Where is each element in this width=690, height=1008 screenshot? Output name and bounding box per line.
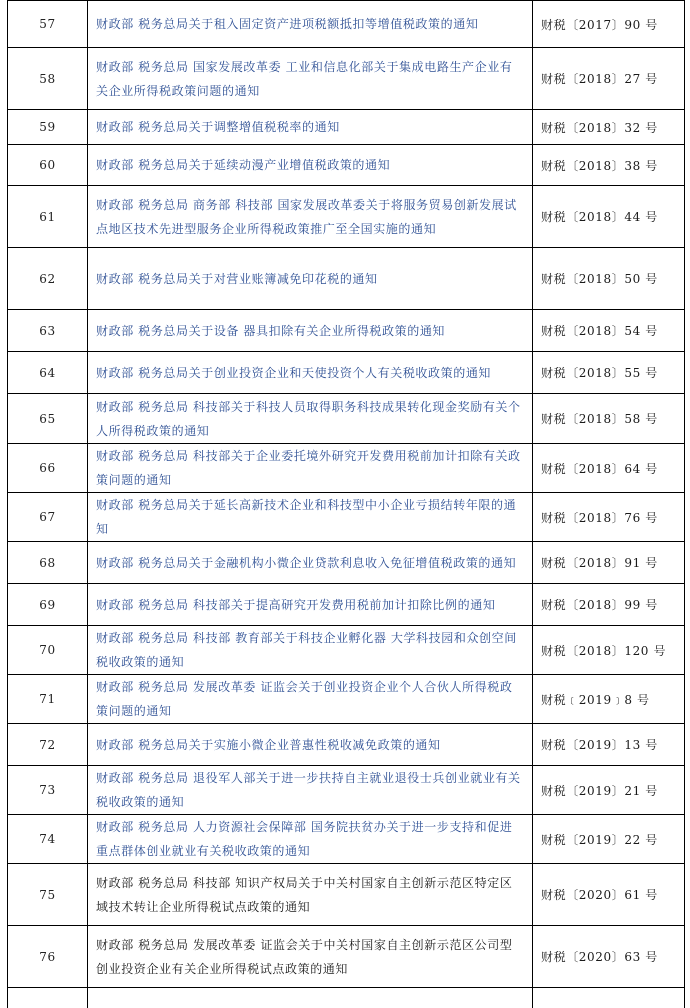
policy-title-link[interactable]: 财政部 税务总局关于调整增值税税率的通知 (88, 110, 533, 145)
document-number: 财税〔2018〕76 号 (533, 493, 685, 542)
document-number: 财税〔2019〕21 号 (533, 766, 685, 815)
policy-title-link[interactable]: 财政部 税务总局关于金融机构小微企业贷款利息收入免征增值税政策的通知 (88, 542, 533, 584)
row-number: 68 (8, 542, 88, 584)
document-number: 财税〔2018〕64 号 (533, 444, 685, 493)
row-number: 62 (8, 248, 88, 310)
table-row (8, 110, 685, 145)
row-number: 76 (8, 926, 88, 988)
table-row (8, 352, 685, 394)
table-row (8, 626, 685, 675)
document-number: 财税〔2018〕91 号 (533, 542, 685, 584)
document-number: 财税〔2018〕27 号 (533, 48, 685, 110)
policy-title-link[interactable]: 财政部 税务总局关于设备 器具扣除有关企业所得税政策的通知 (88, 310, 533, 352)
policy-title-link[interactable]: 财政部 税务总局 科技部关于提高研究开发费用税前加计扣除比例的通知 (88, 584, 533, 626)
table-row (8, 444, 685, 493)
policy-title-link[interactable]: 财政部 税务总局 退役军人部关于进一步扶持自主就业退役士兵创业就业有关税收政策的通知 (88, 766, 533, 815)
row-number: 69 (8, 584, 88, 626)
policy-title-link[interactable]: 财政部 税务总局关于对营业账簿减免印花税的通知 (88, 248, 533, 310)
row-number: 74 (8, 815, 88, 864)
document-number: 财税〔2018〕38 号 (533, 145, 685, 186)
document-number: 财税〔2018〕58 号 (533, 394, 685, 444)
row-number: 61 (8, 186, 88, 248)
document-number: 财税〔2018〕50 号 (533, 248, 685, 310)
table-row (8, 584, 685, 626)
policy-title-link[interactable]: 财政部 税务总局关于租入固定资产进项税额抵扣等增值税政策的通知 (88, 1, 533, 48)
table-row (8, 186, 685, 248)
policy-title-link[interactable]: 财政部 税务总局 科技部 教育部关于科技企业孵化器 大学科技园和众创空间税收政策的通知 (88, 626, 533, 675)
row-number: 67 (8, 493, 88, 542)
document-number: 财税〔2018〕32 号 (533, 110, 685, 145)
row-number: 57 (8, 1, 88, 48)
policy-title-link[interactable]: 财政部 税务总局 科技部关于科技人员取得职务科技成果转化现金奖励有关个人所得税政策的通知 (88, 394, 533, 444)
document-number: 财税〔2018〕99 号 (533, 584, 685, 626)
row-number: 59 (8, 110, 88, 145)
document-number: 财税〔2018〕44 号 (533, 186, 685, 248)
table-row (8, 815, 685, 864)
document-number: 财税〔2019〕22 号 (533, 815, 685, 864)
row-number: 65 (8, 394, 88, 444)
document-number: 财税〔2018〕120 号 (533, 626, 685, 675)
row-number: 60 (8, 145, 88, 186)
document-number: 财税〔2020〕63 号 (533, 926, 685, 988)
policy-title-link[interactable]: 财政部 税务总局关于延续动漫产业增值税政策的通知 (88, 145, 533, 186)
row-number: 66 (8, 444, 88, 493)
policy-title-link[interactable]: 财政部 税务总局 发展改革委 证监会关于创业投资企业个人合伙人所得税政策问题的通知 (88, 675, 533, 724)
policy-title-link[interactable]: 财政部 税务总局关于实施小微企业普惠性税收减免政策的通知 (88, 724, 533, 766)
table-row (8, 310, 685, 352)
document-number: 财税﹝2019﹞8 号 (533, 675, 685, 724)
table-row (8, 48, 685, 110)
table-row (8, 926, 685, 988)
row-number: 58 (8, 48, 88, 110)
policy-title-link[interactable]: 财政部 税务总局 国家发展改革委 工业和信息化部关于集成电路生产企业有关企业所得税政策问题的通知 (88, 48, 533, 110)
policy-title-link[interactable]: 财政部 税务总局 人力资源社会保障部 国务院扶贫办关于进一步支持和促进重点群体创业就业有关税收政策的通知 (88, 815, 533, 864)
table-row (8, 542, 685, 584)
table-row (8, 493, 685, 542)
row-number: 73 (8, 766, 88, 815)
row-number: 71 (8, 675, 88, 724)
document-number: 财税〔2018〕55 号 (533, 352, 685, 394)
table-row (8, 864, 685, 926)
policy-title-link[interactable]: 财政部 税务总局 商务部 科技部 国家发展改革委关于将服务贸易创新发展试点地区技术先进型服务企业所得税政策推广至全国实施的通知 (88, 186, 533, 248)
row-number: 64 (8, 352, 88, 394)
table-row (8, 394, 685, 444)
policy-title-link[interactable]: 财政部 税务总局 科技部关于企业委托境外研究开发费用税前加计扣除有关政策问题的通知 (88, 444, 533, 493)
document-number: 财税〔2017〕90 号 (533, 1, 685, 48)
policy-title-link[interactable]: 财政部 税务总局关于延长高新技术企业和科技型中小企业亏损结转年限的通知 (88, 493, 533, 542)
policy-title: 财政部 税务总局 发展改革委 证监会关于中关村国家自主创新示范区公司型创业投资企业有关企业所得税试点政策的通知 (88, 926, 533, 988)
table-row (8, 1, 685, 48)
document-number: 财税〔2019〕13 号 (533, 724, 685, 766)
row-number: 75 (8, 864, 88, 926)
policy-title: 财政部 税务总局 科技部 知识产权局关于中关村国家自主创新示范区特定区域技术转让企业所得税试点政策的通知 (88, 864, 533, 926)
document-number: 财税〔2020〕61 号 (533, 864, 685, 926)
document-number: 财税〔2018〕54 号 (533, 310, 685, 352)
table-row (8, 766, 685, 815)
table-row (8, 724, 685, 766)
table-row (8, 248, 685, 310)
row-number: 63 (8, 310, 88, 352)
row-number: 72 (8, 724, 88, 766)
policy-table (7, 0, 685, 1008)
policy-title-link[interactable]: 财政部 税务总局关于创业投资企业和天使投资个人有关税收政策的通知 (88, 352, 533, 394)
row-number: 70 (8, 626, 88, 675)
table-row (8, 675, 685, 724)
table-row (8, 145, 685, 186)
